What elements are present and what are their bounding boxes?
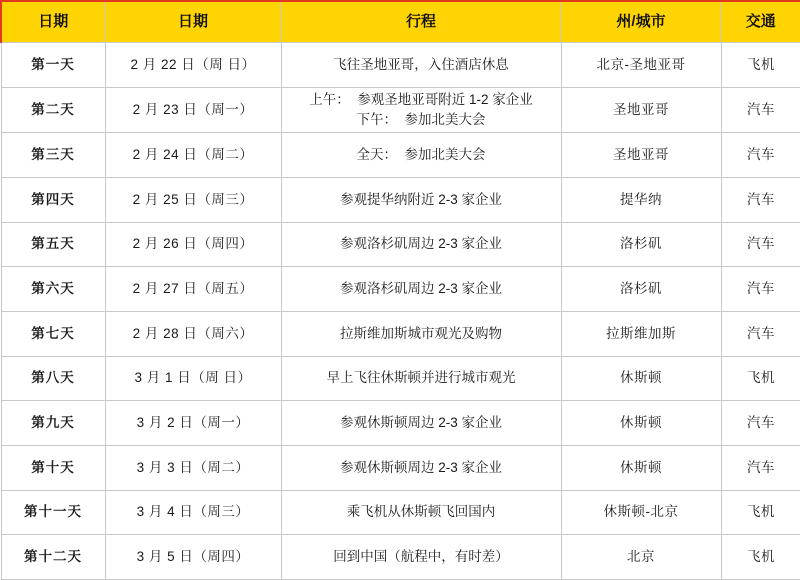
table-row [1, 311, 800, 356]
cell-transport: 汽车 [721, 311, 800, 356]
cell-plan [281, 445, 561, 490]
cell-plan [281, 267, 561, 312]
cell-transport: 飞机 [721, 356, 800, 401]
cell-city: 洛杉矶 [561, 222, 721, 267]
plan-line: 参观洛杉矶周边 2-3 家企业 [339, 236, 502, 252]
cell-city: 北京-圣地亚哥 [561, 43, 721, 88]
cell-date: 2 月 26 日（周四） [105, 222, 281, 267]
table-row [1, 445, 800, 490]
cell-plan [281, 401, 561, 446]
cell-city: 休斯顿 [561, 445, 721, 490]
cell-plan [281, 222, 561, 267]
plan-line: 参观休斯顿周边 2-3 家企业 [339, 459, 502, 475]
plan-line: 上午： 参观圣地亚哥附近 1-2 家企业 [309, 91, 533, 107]
cell-plan [281, 87, 561, 133]
plan-line: 飞往圣地亚哥，入住酒店休息 [333, 56, 509, 72]
cell-city: 休斯顿 [561, 401, 721, 446]
cell-day: 第二天 [1, 87, 105, 133]
cell-transport: 汽车 [721, 401, 800, 446]
cell-date: 2 月 23 日（周一） [105, 87, 281, 133]
cell-transport: 汽车 [721, 267, 800, 312]
column-header-plan: 行程 [281, 1, 561, 43]
cell-day: 第四天 [1, 177, 105, 222]
cell-plan [281, 43, 561, 88]
plan-line: 参观提华纳附近 2-3 家企业 [339, 191, 502, 207]
cell-date: 3 月 2 日（周一） [105, 401, 281, 446]
table-row [1, 401, 800, 446]
cell-day: 第十二天 [1, 535, 105, 580]
column-header-date: 日期 [105, 1, 281, 43]
cell-plan [281, 490, 561, 535]
plan-line: 乘飞机从休斯顿飞回国内 [346, 504, 496, 520]
cell-city: 洛杉矶 [561, 267, 721, 312]
column-header-day: 日期 [1, 1, 105, 43]
table-header [1, 1, 800, 43]
plan-line: 参观休斯顿周边 2-3 家企业 [339, 414, 502, 430]
cell-plan [281, 311, 561, 356]
column-header-transport: 交通 [721, 1, 800, 43]
cell-city: 北京 [561, 535, 721, 580]
cell-day: 第六天 [1, 267, 105, 312]
table-header-row [1, 1, 800, 43]
table-row [1, 267, 800, 312]
cell-transport: 飞机 [721, 490, 800, 535]
table-row [1, 87, 800, 133]
cell-plan [281, 535, 561, 580]
cell-date: 2 月 25 日（周三） [105, 177, 281, 222]
cell-day: 第十一天 [1, 490, 105, 535]
cell-date: 3 月 1 日（周 日） [105, 356, 281, 401]
table-row [1, 177, 800, 222]
plan-line: 回到中国（航程中，有时差） [333, 548, 509, 564]
cell-transport: 汽车 [721, 133, 800, 178]
cell-plan [281, 133, 561, 178]
plan-line: 早上飞往休斯顿并进行城市观光 [326, 370, 516, 386]
cell-city: 圣地亚哥 [561, 87, 721, 133]
cell-transport: 飞机 [721, 535, 800, 580]
cell-city: 拉斯维加斯 [561, 311, 721, 356]
cell-day: 第九天 [1, 401, 105, 446]
cell-date: 3 月 3 日（周二） [105, 445, 281, 490]
table-row [1, 535, 800, 580]
cell-city: 休斯顿-北京 [561, 490, 721, 535]
table-row [1, 222, 800, 267]
cell-city: 圣地亚哥 [561, 133, 721, 178]
cell-date: 3 月 5 日（周四） [105, 535, 281, 580]
cell-day: 第五天 [1, 222, 105, 267]
cell-plan [281, 177, 561, 222]
plan-line: 参观洛杉矶周边 2-3 家企业 [339, 280, 502, 296]
table-row [1, 356, 800, 401]
cell-city: 提华纳 [561, 177, 721, 222]
cell-transport: 汽车 [721, 87, 800, 133]
cell-transport: 汽车 [721, 222, 800, 267]
cell-date: 2 月 22 日（周 日） [105, 43, 281, 88]
plan-line: 下午： 参加北美大会 [356, 111, 486, 127]
cell-date: 2 月 28 日（周六） [105, 311, 281, 356]
cell-day: 第十天 [1, 445, 105, 490]
column-header-city: 州/城市 [561, 1, 721, 43]
table-row [1, 490, 800, 535]
table-body [1, 43, 800, 580]
plan-line: 全天： 参加北美大会 [356, 147, 486, 163]
cell-date: 2 月 24 日（周二） [105, 133, 281, 178]
cell-date: 3 月 4 日（周三） [105, 490, 281, 535]
plan-line: 拉斯维加斯城市观光及购物 [340, 325, 502, 341]
cell-transport: 汽车 [721, 177, 800, 222]
cell-plan [281, 356, 561, 401]
cell-date: 2 月 27 日（周五） [105, 267, 281, 312]
table-row [1, 43, 800, 88]
table-row [1, 133, 800, 178]
cell-day: 第一天 [1, 43, 105, 88]
cell-transport: 汽车 [721, 445, 800, 490]
cell-day: 第三天 [1, 133, 105, 178]
cell-day: 第八天 [1, 356, 105, 401]
cell-day: 第七天 [1, 311, 105, 356]
cell-transport: 飞机 [721, 43, 800, 88]
cell-city: 休斯顿 [561, 356, 721, 401]
